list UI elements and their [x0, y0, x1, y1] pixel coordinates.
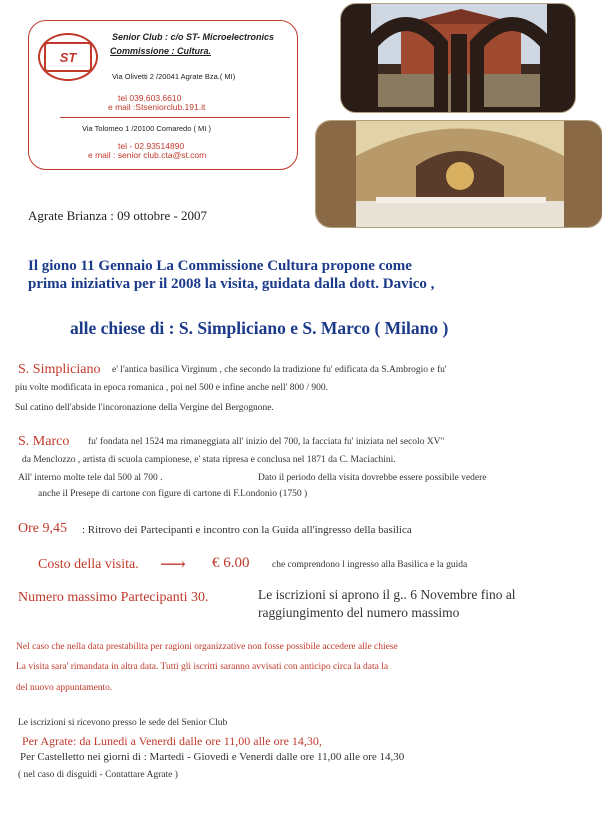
cost-amount: € 6.00: [212, 555, 250, 571]
simpliciano-line-2: piu volte modificata in epoca romanica , poi nel 500 e infine anche nell' 800 / 900.: [15, 383, 329, 393]
email-cornaredo[interactable]: e mail : senior club.cta@st.com: [88, 150, 207, 160]
registration-open-line-1: Le iscrizioni si aprono il g.. 6 Novembre fino al: [258, 587, 516, 602]
simpliciano-line-1: e' l'antica basilica Virginum , che secondo la tradizione fu' edificata da S.Ambrogio e fu': [112, 365, 447, 375]
logo-text: ST: [44, 42, 92, 72]
arrow-right-icon: ⟶: [160, 554, 186, 574]
notice-line-2: La visita sara' rimandata in altra data. Tutti gli iscritti saranno avvisati con anticipo circa la data la: [16, 662, 389, 672]
marco-label: S. Marco: [18, 434, 70, 449]
card-divider: [60, 117, 290, 118]
intro-line-1: Il giono 11 Gennaio La Commissione Cultura propone come: [28, 258, 412, 274]
max-participants-label: Numero massimo Partecipanti 30.: [18, 590, 209, 605]
club-name: Senior Club : c/o ST- Microelectronics: [112, 32, 275, 42]
notice-line-1: Nel caso che nella data prestabilita per ragioni organizzative non fosse possibile accedere alle chiese: [16, 642, 398, 652]
meeting-time-label: Ore 9,45: [18, 521, 67, 536]
registration-open-line-2: raggiungimento del numero massimo: [258, 605, 460, 620]
marco-line-4: anche il Presepe di cartone con figure di cartone di F.Londonio (1750 ): [38, 489, 308, 499]
meeting-text: : Ritrovo dei Partecipanti e incontro con la Guida all'ingresso della basilica: [82, 524, 412, 536]
phone-agrate: tel 039.603.6610: [118, 93, 182, 103]
phone-cornaredo: tel - 02.93514890: [118, 141, 185, 151]
headline: alle chiese di : S. Simpliciano e S. Marco ( Milano ): [70, 318, 449, 338]
marco-line-1: fu' fondata nel 1524 ma rimaneggiata all' inizio del 700, la facciata fu' iniziata nel secolo XV": [88, 437, 445, 447]
marco-line-2: da Menclozzo , artista di scuola campionese, e' stata ripresa e conclusa nel 1871 da C. Maciachini.: [22, 455, 396, 465]
church-interior-photo: [315, 120, 602, 228]
commission-name: Commissione : Cultura.: [110, 46, 212, 56]
marco-line-3b: Dato il periodo della visita dovrebbe essere possibile vedere: [258, 473, 487, 483]
st-logo-icon: [38, 33, 98, 81]
registration-intro: Le iscrizioni si ricevono presso le sede del Senior Club: [18, 718, 228, 728]
registration-note: ( nel caso di disguidi - Contattare Agrate ): [18, 770, 178, 780]
marco-line-3a: All' interno molte tele dal 500 al 700 .: [18, 473, 163, 483]
notice-line-3: del nuovo appuntamento.: [16, 683, 113, 693]
simpliciano-label: S. Simpliciano: [18, 362, 101, 377]
cloister-photo: [340, 3, 576, 113]
address-agrate: Via Olivetti 2 /20041 Agrate Bza.( MI): [112, 72, 236, 81]
registration-agrate: Per Agrate: da Lunedi a Venerdi dalle ore 11,00 alle ore 14,30,: [22, 734, 322, 748]
address-cornaredo: Via Tolomeo 1 /20100 Comaredo ( MI ): [82, 124, 211, 133]
cost-description: che comprendono l ingresso alla Basilica e la guida: [272, 560, 468, 570]
cost-label: Costo della visita.: [38, 557, 139, 572]
simpliciano-line-3: Sul catino dell'abside l'incoronazione della Vergine del Bergognone.: [15, 403, 274, 413]
letter-date: Agrate Brianza : 09 ottobre - 2007: [28, 208, 208, 223]
email-agrate[interactable]: e mail :Stseniorclub.191.it: [108, 102, 206, 112]
registration-castelletto: Per Castelletto nei giorni di : Martedi - Giovedi e Venerdi dalle ore 11,00 alle ore 14,30: [20, 751, 405, 763]
intro-line-2: prima iniziativa per il 2008 la visita, guidata dalla dott. Davico ,: [28, 276, 435, 292]
